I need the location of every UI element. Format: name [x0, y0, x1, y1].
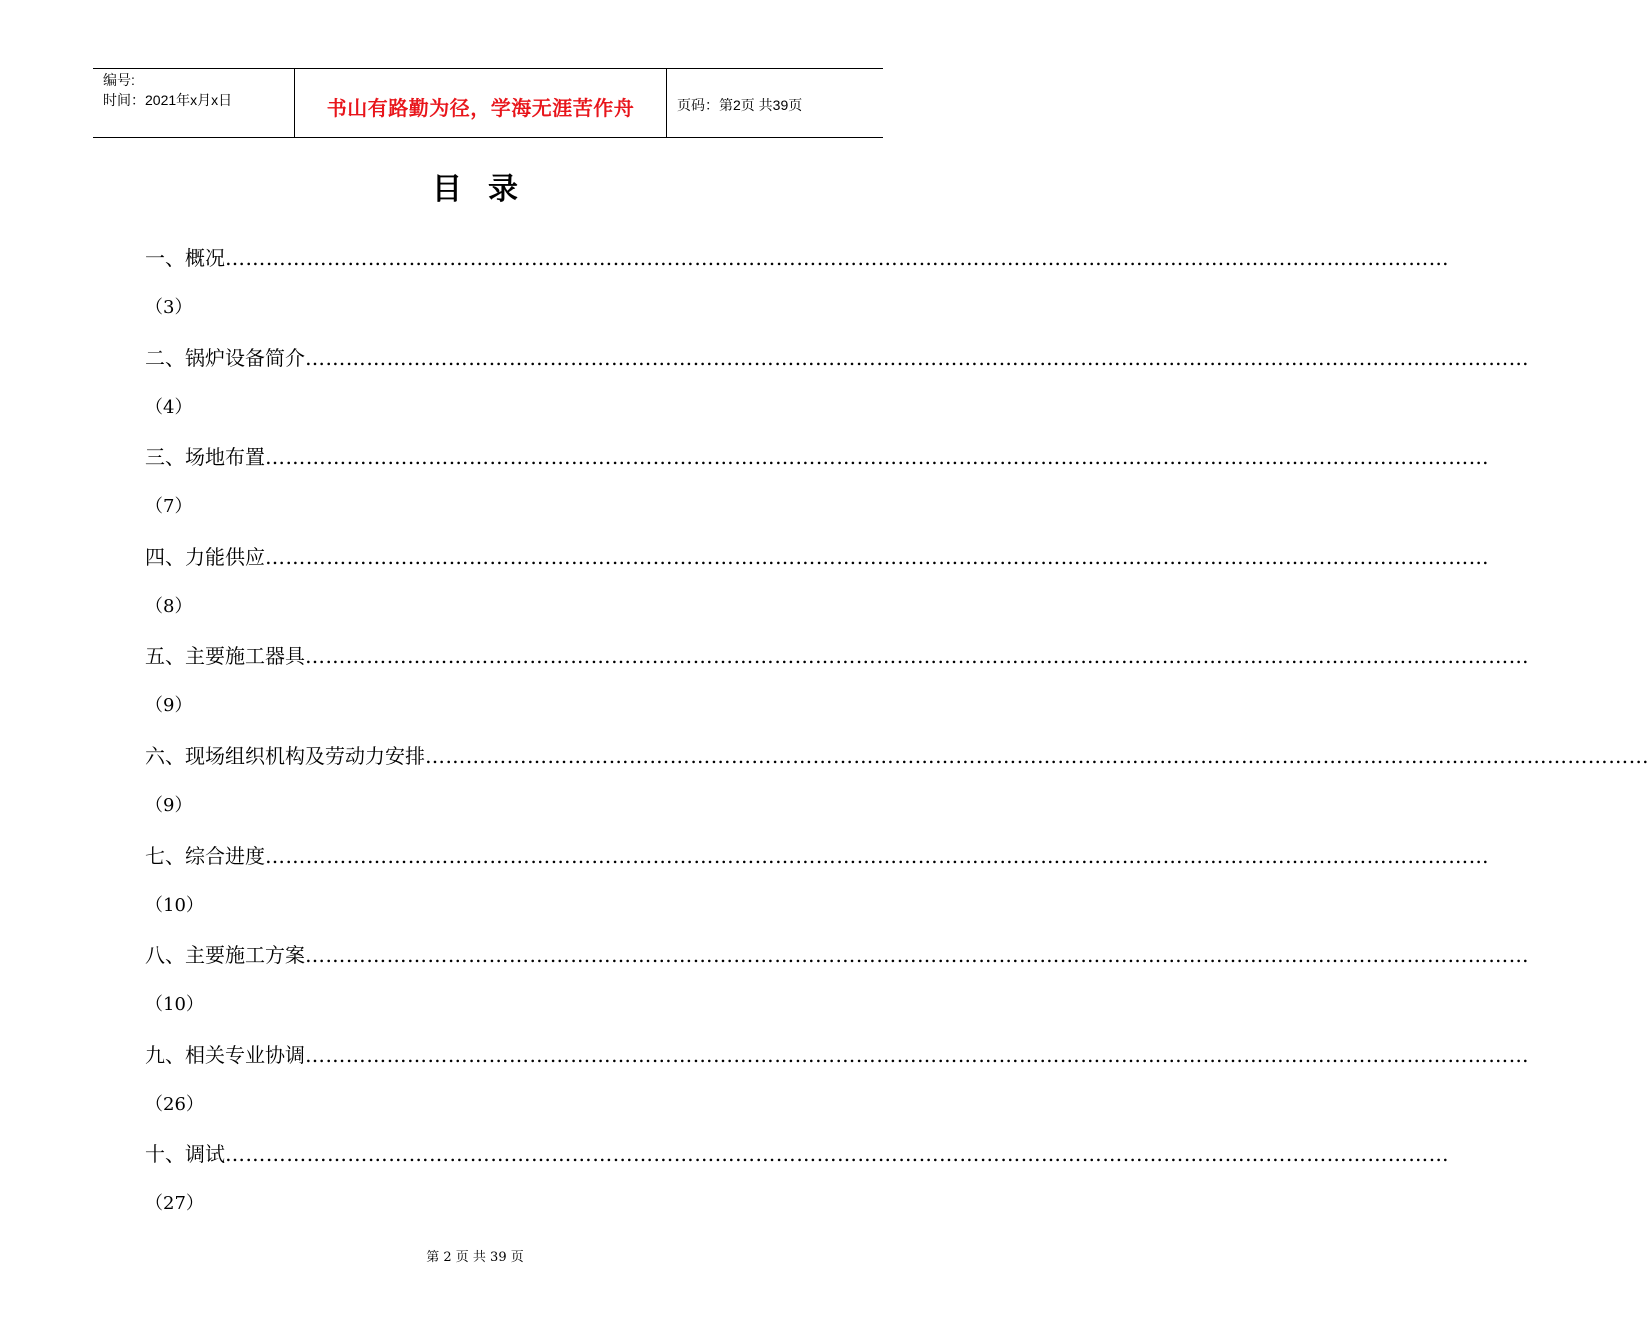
toc-entry	[145, 539, 1489, 639]
header-page-info: 页码：第2页 共39页	[677, 97, 803, 113]
toc-entry-line	[145, 738, 1649, 774]
toc-leader-dots: ………………………………………………………………………………………………………………………………………………………………	[265, 843, 1489, 868]
header-motto: 书山有路勤为径，学海无涯苦作舟	[326, 96, 635, 120]
page-footer: 第 2 页 共 39 页	[426, 1250, 524, 1265]
toc-entry-line	[145, 638, 1529, 674]
toc-leader-dots: ………………………………………………………………………………………………………………………………………………………………	[305, 644, 1529, 669]
page-header	[93, 68, 883, 138]
header-motto-cell	[295, 69, 667, 137]
toc-entry	[145, 1037, 1529, 1137]
toc-entry-label: 四、力能供应	[145, 544, 265, 569]
toc-leader-dots: ………………………………………………………………………………………………………………………………………………………………	[305, 1042, 1529, 1067]
toc-leader-dots: ………………………………………………………………………………………………………………………………………………………………	[305, 943, 1529, 968]
toc-entry	[145, 1136, 1449, 1236]
document-time-label: 时间：2021年x月x日	[103, 92, 233, 108]
toc-entry-line	[145, 340, 1529, 376]
toc-entry-page-number: （10）	[145, 894, 204, 916]
toc-entry-label: 五、主要施工器具	[145, 644, 305, 669]
toc-entry-page-number: （10）	[145, 994, 204, 1016]
toc-entry-line	[145, 937, 1529, 973]
toc-entry-label: 三、场地布置	[145, 445, 265, 470]
toc-entry	[145, 738, 1649, 838]
toc-entry-page-number: （9）	[145, 695, 193, 717]
toc-leader-dots: ………………………………………………………………………………………………………………………………………………………………	[265, 544, 1489, 569]
toc-entry	[145, 838, 1489, 938]
document-number-label: 编号:	[103, 72, 135, 88]
toc-leader-dots: ………………………………………………………………………………………………………………………………………………………………	[425, 743, 1649, 768]
toc-leader-dots: ………………………………………………………………………………………………………………………………………………………………	[305, 345, 1529, 370]
toc-entry-line	[145, 838, 1489, 874]
toc-leader-dots: ………………………………………………………………………………………………………………………………………………………………	[265, 445, 1489, 470]
toc-leader-dots: ………………………………………………………………………………………………………………………………………………………………	[225, 1142, 1449, 1167]
toc-entry-label: 一、概况	[145, 246, 225, 270]
toc-entry-line	[145, 1037, 1529, 1073]
toc-entry-page-number: （7）	[145, 496, 193, 518]
header-page-cell	[667, 69, 883, 137]
toc-entry-line	[145, 439, 1489, 475]
toc-entry-page-number: （27）	[145, 1193, 204, 1215]
toc-entry	[145, 240, 1449, 340]
toc-entry	[145, 439, 1489, 539]
toc-entry-line	[145, 539, 1489, 575]
toc-entry	[145, 638, 1529, 738]
toc-entry-label: 十、调试	[145, 1142, 225, 1167]
toc-entry	[145, 340, 1529, 440]
toc-entry-page-number: （26）	[145, 1093, 204, 1115]
toc-entry-page-number: （3）	[145, 297, 193, 318]
toc-entry-line	[145, 240, 1449, 276]
toc-entry-label: 二、锅炉设备简介	[145, 345, 305, 370]
toc-entry-label: 九、相关专业协调	[145, 1042, 305, 1067]
page-title: 目录	[432, 172, 544, 207]
toc-entry-label: 七、综合进度	[145, 843, 265, 868]
toc-entry-line	[145, 1136, 1449, 1172]
toc-entry-page-number: （9）	[145, 794, 193, 816]
header-meta-cell	[93, 69, 295, 137]
toc-entry-page-number: （8）	[145, 595, 193, 617]
toc-entry-page-number: （4）	[145, 396, 193, 418]
table-of-contents	[145, 240, 1649, 1236]
toc-entry-label: 八、主要施工方案	[145, 943, 305, 968]
toc-leader-dots: ………………………………………………………………………………………………………………………………………………………………	[225, 246, 1449, 270]
toc-entry	[145, 937, 1529, 1037]
toc-entry-label: 六、现场组织机构及劳动力安排	[145, 743, 425, 768]
